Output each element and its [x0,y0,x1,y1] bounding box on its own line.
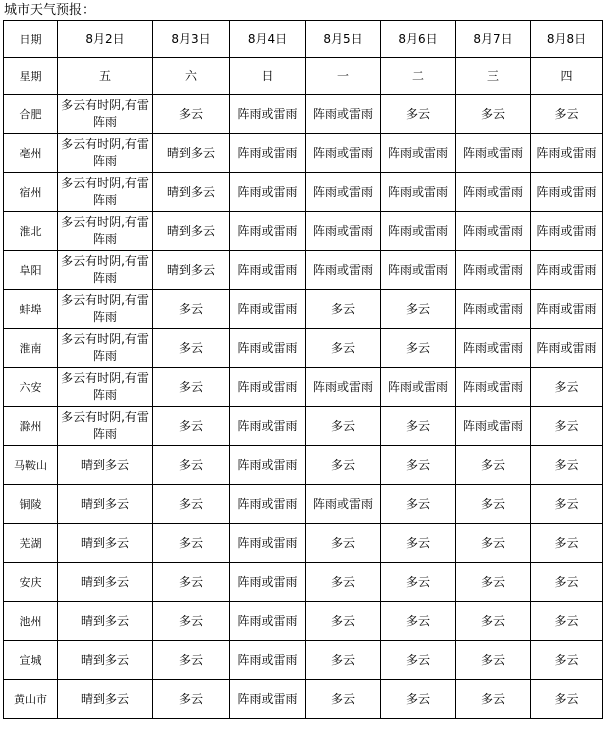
table-cell: 晴到多云 [58,446,153,485]
table-cell: 阵雨或雷雨 [230,329,306,368]
table-cell: 多云有时阴,有雷阵雨 [58,251,153,290]
row-label-cell: 安庆 [4,563,58,602]
table-cell: 阵雨或雷雨 [531,251,603,290]
table-row [4,95,603,134]
table-row [4,485,603,524]
table-cell: 多云 [153,485,230,524]
table-cell: 多云 [381,485,456,524]
row-label-cell: 宿州 [4,173,58,212]
table-row [4,524,603,563]
table-cell: 多云 [381,680,456,719]
weekday-row [4,58,603,95]
table-cell: 多云 [456,680,531,719]
table-cell: 阵雨或雷雨 [381,173,456,212]
table-cell: 阵雨或雷雨 [306,368,381,407]
table-cell: 多云 [306,329,381,368]
table-cell: 多云 [456,641,531,680]
table-cell: 阵雨或雷雨 [381,212,456,251]
table-cell: 六 [153,58,230,95]
table-cell: 多云 [381,563,456,602]
table-cell: 多云 [531,485,603,524]
table-row [4,602,603,641]
table-cell: 多云 [153,446,230,485]
row-label-cell: 宣城 [4,641,58,680]
table-cell: 晴到多云 [58,485,153,524]
table-cell: 一 [306,58,381,95]
table-cell: 阵雨或雷雨 [230,446,306,485]
row-label-cell: 马鞍山 [4,446,58,485]
table-cell: 多云有时阴,有雷阵雨 [58,134,153,173]
table-cell: 多云 [456,446,531,485]
table-cell: 多云 [153,290,230,329]
table-cell: 晴到多云 [58,602,153,641]
row-label-cell: 蚌埠 [4,290,58,329]
table-cell: 多云 [306,641,381,680]
table-cell: 多云 [531,602,603,641]
table-cell: 阵雨或雷雨 [531,329,603,368]
table-cell: 阵雨或雷雨 [230,524,306,563]
table-cell: 阵雨或雷雨 [230,95,306,134]
table-cell: 多云 [153,602,230,641]
table-row [4,329,603,368]
table-cell: 多云 [531,407,603,446]
table-cell: 8月8日 [531,21,603,58]
table-row [4,641,603,680]
table-cell: 晴到多云 [153,212,230,251]
table-cell: 多云 [153,524,230,563]
table-cell: 阵雨或雷雨 [230,290,306,329]
table-cell: 阵雨或雷雨 [456,407,531,446]
table-cell: 阵雨或雷雨 [456,212,531,251]
table-cell: 多云 [456,524,531,563]
table-cell: 晴到多云 [153,251,230,290]
table-cell: 阵雨或雷雨 [531,173,603,212]
table-cell: 阵雨或雷雨 [230,563,306,602]
table-cell: 多云有时阴,有雷阵雨 [58,173,153,212]
table-cell: 多云 [456,602,531,641]
table-row [4,173,603,212]
table-cell: 多云 [306,602,381,641]
table-cell: 晴到多云 [58,524,153,563]
table-cell: 多云有时阴,有雷阵雨 [58,407,153,446]
table-cell: 8月3日 [153,21,230,58]
table-row [4,407,603,446]
table-cell: 二 [381,58,456,95]
table-cell: 多云 [531,446,603,485]
table-cell: 8月6日 [381,21,456,58]
table-cell: 多云 [531,641,603,680]
table-cell: 多云 [531,563,603,602]
table-cell: 多云 [306,407,381,446]
row-label-cell: 合肥 [4,95,58,134]
table-cell: 多云 [381,446,456,485]
table-cell: 多云有时阴,有雷阵雨 [58,290,153,329]
table-cell: 8月2日 [58,21,153,58]
table-cell: 阵雨或雷雨 [456,134,531,173]
table-cell: 多云 [153,329,230,368]
table-cell: 多云 [456,485,531,524]
table-cell: 晴到多云 [58,563,153,602]
table-cell: 8月4日 [230,21,306,58]
table-cell: 多云 [531,368,603,407]
table-row [4,563,603,602]
table-cell: 多云 [306,680,381,719]
table-cell: 阵雨或雷雨 [306,95,381,134]
table-cell: 阵雨或雷雨 [230,251,306,290]
table-cell: 晴到多云 [153,173,230,212]
table-cell: 多云 [456,95,531,134]
table-cell: 阵雨或雷雨 [306,485,381,524]
table-cell: 多云 [153,368,230,407]
table-cell: 多云 [306,563,381,602]
row-label-cell: 日期 [4,21,58,58]
table-cell: 阵雨或雷雨 [531,134,603,173]
table-cell: 阵雨或雷雨 [456,251,531,290]
table-cell: 阵雨或雷雨 [381,251,456,290]
table-cell: 多云有时阴,有雷阵雨 [58,329,153,368]
table-cell: 多云 [456,563,531,602]
table-row [4,368,603,407]
table-cell: 晴到多云 [58,680,153,719]
table-cell: 多云 [381,407,456,446]
row-label-cell: 阜阳 [4,251,58,290]
table-cell: 晴到多云 [58,641,153,680]
table-cell: 阵雨或雷雨 [230,212,306,251]
table-cell: 8月5日 [306,21,381,58]
table-cell: 阵雨或雷雨 [456,329,531,368]
table-cell: 多云 [381,329,456,368]
table-cell: 多云 [306,290,381,329]
table-cell: 阵雨或雷雨 [531,212,603,251]
table-cell: 多云 [531,680,603,719]
table-cell: 阵雨或雷雨 [456,368,531,407]
table-cell: 阵雨或雷雨 [306,134,381,173]
table-cell: 三 [456,58,531,95]
table-cell: 多云 [531,524,603,563]
table-cell: 日 [230,58,306,95]
table-cell: 多云 [153,680,230,719]
table-cell: 阵雨或雷雨 [230,680,306,719]
table-cell: 阵雨或雷雨 [230,407,306,446]
table-cell: 阵雨或雷雨 [381,134,456,173]
table-row [4,446,603,485]
table-cell: 阵雨或雷雨 [381,368,456,407]
table-row [4,251,603,290]
table-cell: 多云 [381,524,456,563]
table-row [4,134,603,173]
row-label-cell: 芜湖 [4,524,58,563]
table-cell: 多云 [531,95,603,134]
table-cell: 多云有时阴,有雷阵雨 [58,212,153,251]
table-cell: 多云 [306,446,381,485]
row-label-cell: 淮南 [4,329,58,368]
table-cell: 多云 [153,95,230,134]
row-label-cell: 星期 [4,58,58,95]
table-cell: 阵雨或雷雨 [306,173,381,212]
table-cell: 阵雨或雷雨 [531,290,603,329]
table-cell: 五 [58,58,153,95]
table-cell: 多云 [153,563,230,602]
table-cell: 多云 [153,407,230,446]
row-label-cell: 黄山市 [4,680,58,719]
table-cell: 阵雨或雷雨 [456,173,531,212]
table-cell: 阵雨或雷雨 [230,134,306,173]
table-cell: 四 [531,58,603,95]
table-cell: 阵雨或雷雨 [230,368,306,407]
row-label-cell: 池州 [4,602,58,641]
header-row [4,21,603,58]
table-cell: 多云 [381,602,456,641]
table-cell: 多云 [381,290,456,329]
table-cell: 多云有时阴,有雷阵雨 [58,95,153,134]
table-cell: 阵雨或雷雨 [230,641,306,680]
row-label-cell: 滁州 [4,407,58,446]
table-cell: 8月7日 [456,21,531,58]
table-cell: 阵雨或雷雨 [230,485,306,524]
table-caption: 城市天气预报： [4,3,96,18]
table-cell: 多云有时阴,有雷阵雨 [58,368,153,407]
table-cell: 多云 [381,641,456,680]
table-cell: 晴到多云 [153,134,230,173]
table-cell: 多云 [306,524,381,563]
table-row [4,212,603,251]
table-row [4,290,603,329]
table-cell: 阵雨或雷雨 [306,212,381,251]
row-label-cell: 淮北 [4,212,58,251]
table-cell: 阵雨或雷雨 [306,251,381,290]
table-cell: 多云 [153,641,230,680]
row-label-cell: 六安 [4,368,58,407]
table-cell: 阵雨或雷雨 [230,602,306,641]
row-label-cell: 铜陵 [4,485,58,524]
row-label-cell: 亳州 [4,134,58,173]
table-cell: 多云 [381,95,456,134]
table-cell: 阵雨或雷雨 [456,290,531,329]
table-row [4,680,603,719]
table-cell: 阵雨或雷雨 [230,173,306,212]
city-weather-forecast-table [3,20,603,719]
